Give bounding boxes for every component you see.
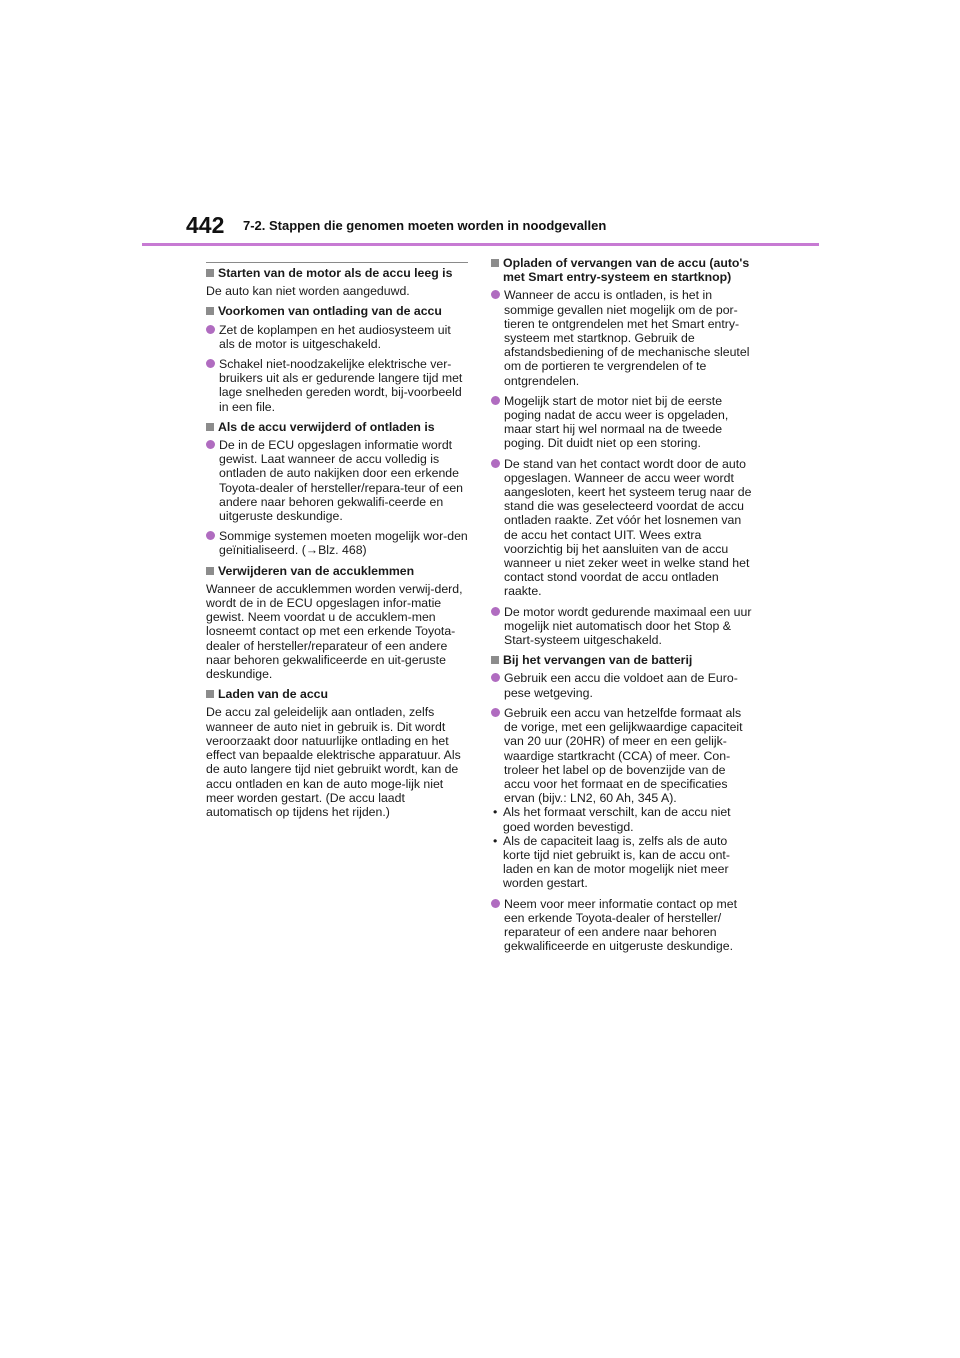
section-heading: Voorkomen van ontlading van de accu [206, 304, 468, 318]
section-heading: Verwijderen van de accuklemmen [206, 564, 468, 578]
section-heading: Als de accu verwijderd of ontladen is [206, 420, 468, 434]
square-bullet-icon [206, 423, 214, 431]
section-heading: Laden van de accu [206, 687, 468, 701]
paragraph: De auto kan niet worden aangeduwd. [206, 284, 410, 299]
circle-bullet-icon [491, 899, 500, 908]
circle-bullet-icon [491, 673, 500, 682]
section-heading: Opladen of vervangen van de accu (auto's met Smart entry-systeem en startknop) [491, 256, 753, 284]
section-voorkomen [206, 304, 468, 413]
circle-bullet-icon [491, 607, 500, 616]
section-accuklemmen [206, 564, 468, 682]
left-column [206, 256, 468, 825]
sub-list-item: • Als het formaat verschilt, kan de accu niet goed worden bevestigd. [493, 805, 731, 834]
list-item: Mogelijk start de motor niet bij de eerste poging nadat de accu weer is opgeladen, maar start hij wel normaal na de tweede poging. Dit duidt niet op een storing. [491, 394, 753, 451]
circle-bullet-icon [206, 359, 215, 368]
list-item: De stand van het contact wordt door de auto opgeslagen. Wanneer de accu weer wordt aangesloten, keert het systeem terug naar de stand die was geselecteerd voordat de accu ontladen raakte. Zet vóór het losnemen van de accu het contact UIT. Wees extra voorzichtig bij het aansluiten van de accu wanneer u niet zeker weet in welke stand het contact stond voordat de accu ontladen raakte. [491, 457, 753, 599]
column-top-divider [206, 262, 468, 263]
circle-bullet-icon [206, 440, 215, 449]
list-item: Gebruik een accu die voldoet aan de Euro-pese wetgeving. [491, 671, 753, 699]
section-starten [206, 266, 468, 298]
chapter-title: 7-2. Stappen die genomen moeten worden in noodgevallen [243, 218, 607, 233]
sub-list-item: • Als de capaciteit laag is, zelfs als de auto korte tijd niet gebruikt is, kan de accu ont-laden en kan de motor mogelijk niet meer worden gestart. [493, 833, 730, 891]
square-bullet-icon [206, 307, 214, 315]
sub-list [491, 805, 753, 890]
circle-bullet-icon [491, 708, 500, 717]
circle-bullet-icon [206, 531, 215, 540]
square-bullet-icon [206, 690, 214, 698]
square-bullet-icon [491, 259, 499, 267]
list-item: Wanneer de accu is ontladen, is het in sommige gevallen niet mogelijk om de por-tieren te ontgrendelen met het Smart entry-systeem met startknop. Gebruik de afstandsbediening of de mechanische sleutel om de portieren te vergrendelen of te ontgrendelen. [491, 288, 753, 387]
circle-bullet-icon [491, 396, 500, 405]
section-laden [206, 687, 468, 819]
section-opladen [491, 256, 753, 647]
section-vervangen [491, 653, 753, 953]
square-bullet-icon [206, 567, 214, 575]
list-item: Zet de koplampen en het audiosysteem uit als de motor is uitgeschakeld. [206, 323, 468, 351]
section-verwijderd [206, 420, 468, 558]
circle-bullet-icon [491, 459, 500, 468]
header-divider [142, 243, 819, 246]
list-item: Schakel niet-noodzakelijke elektrische ver-bruikers uit als er gedurende langere tijd met lage snelheden gereden wordt, bij-voorbeeld in een file. [206, 357, 468, 414]
circle-bullet-icon [491, 290, 500, 299]
list-item: De in de ECU opgeslagen informatie wordt gewist. Laat wanneer de accu volledig is ontladen de auto nakijken door een erkende Toyota-dealer of hersteller/repara-teur of een andere naar behoren gekwalifi-ceerde en uitgeruste deskundige. [206, 438, 468, 523]
right-column [491, 256, 753, 959]
square-bullet-icon [491, 656, 499, 664]
list-item: Gebruik een accu van hetzelfde formaat als de vorige, met een gelijkwaardige capaciteit van 20 uur (20HR) of meer en een gelijk-waardige startkracht (CCA) of meer. Con-troleer het label op de bovenzijde van de accu voor het formaat en de specificaties ervan (bijv.: LN2, 60 Ah, 345 A). [491, 706, 753, 805]
dot-marker: • [493, 833, 498, 848]
page-header [0, 0, 960, 250]
section-heading: Starten van de motor als de accu leeg is [206, 266, 468, 280]
list-item: De motor wordt gedurende maximaal een uur mogelijk niet automatisch door het Stop & Start-systeem uitgeschakeld. [491, 605, 753, 648]
page-number: 442 [186, 212, 225, 238]
paragraph: De accu zal geleidelijk aan ontladen, zelfs wanneer de auto niet in gebruik is. Dit wordt veroorzaakt door natuurlijke ontlading en het effect van bepaalde elektrische apparatuur. Als de auto langere tijd niet gebruikt wordt, kan de accu ontladen en kan de auto moge-lijk niet meer worden gestart. (De accu laadt automatisch op tijdens het rijden.) [206, 705, 461, 819]
dot-marker: • [493, 805, 498, 820]
list-item: Sommige systemen moeten mogelijk wor-den geïnitialiseerd. (→Blz. 468) [206, 529, 468, 557]
list-item: Neem voor meer informatie contact op met een erkende Toyota-dealer of hersteller/ reparateur of een andere naar behoren gekwalificeerde en uitgeruste deskundige. [491, 897, 753, 954]
paragraph: Wanneer de accuklemmen worden verwij-derd, wordt de in de ECU opgeslagen infor-matie gewist. Neem voordat u de accuklem-men losneemt contact op met een erkende Toyota-dealer of hersteller/reparateur of een andere naar behoren gekwalificeerde en uit-geruste deskundige. [206, 581, 463, 682]
circle-bullet-icon [206, 325, 215, 334]
section-heading: Bij het vervangen van de batterij [491, 653, 753, 667]
square-bullet-icon [206, 269, 214, 277]
